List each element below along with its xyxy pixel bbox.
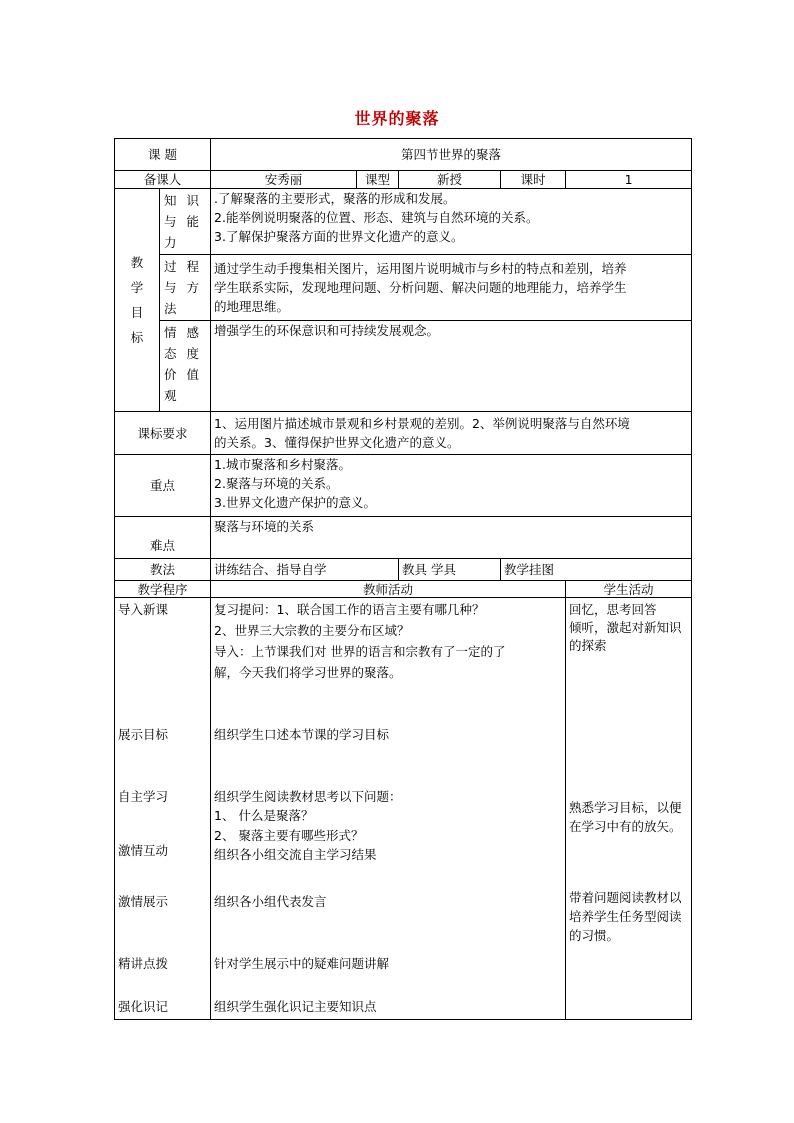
student-line: 带着问题阅读教材以 bbox=[569, 890, 682, 905]
key-point-line: 2.聚落与环境的关系。 bbox=[214, 476, 339, 491]
emotion-line: 增强学生的环保意识和可持续发展观念。 bbox=[214, 323, 440, 338]
process-content bbox=[211, 255, 692, 321]
emotion-label-line: 情 感 bbox=[164, 325, 202, 340]
key-points-content bbox=[211, 455, 692, 517]
emotion-label bbox=[160, 321, 211, 412]
student-line: 在学习中有的放矢。 bbox=[569, 819, 682, 834]
process-label-line: 与 方 bbox=[164, 280, 202, 295]
hours-label: 课时 bbox=[501, 171, 566, 189]
goals-label-char: 标 bbox=[130, 330, 144, 345]
teacher-line: 2、世界三大宗教的主要分布区域？ bbox=[214, 623, 410, 638]
document-title: 世界的聚落 bbox=[354, 109, 440, 128]
method-label: 教法 bbox=[115, 559, 211, 581]
emotion-label-line: 价 值 bbox=[164, 367, 202, 382]
key-point-line: 3.世界文化遗产保护的意义。 bbox=[214, 495, 376, 510]
knowledge-label-line: 力 bbox=[164, 235, 180, 250]
process-line: 通过学生动手搜集相关图片，运用图片说明城市与乡村的特点和差别，培养 bbox=[214, 261, 627, 276]
emotion-label-line: 观 bbox=[164, 388, 180, 403]
teacher-line: 组织学生口述本节课的学习目标 bbox=[214, 727, 390, 742]
step-item: 激情展示 bbox=[118, 894, 169, 909]
procedure-header: 教学程序 bbox=[115, 581, 211, 598]
student-line: 回忆，思考回答 bbox=[569, 602, 657, 617]
teacher-line: 导入：上节课我们对 世界的语言和宗教有了一定的了 bbox=[214, 644, 506, 659]
step-item: 精讲点拨 bbox=[118, 956, 169, 971]
standard-content bbox=[211, 412, 692, 455]
knowledge-label-line: 知 识 bbox=[164, 193, 202, 208]
step-item: 激情互动 bbox=[118, 843, 169, 858]
teacher-activity-header: 教师活动 bbox=[211, 581, 566, 598]
standard-line: 的关系。3、懂得保护世界文化遗产的意义。 bbox=[214, 435, 460, 450]
goals-label-char: 目 bbox=[130, 305, 144, 320]
knowledge-label bbox=[160, 189, 211, 255]
teacher-label: 备课人 bbox=[115, 171, 211, 189]
emotion-content bbox=[211, 321, 692, 412]
topic-label: 课 题 bbox=[115, 139, 211, 171]
student-line: 的习惯。 bbox=[569, 928, 620, 943]
method-value: 讲练结合、指导自学 bbox=[211, 559, 399, 581]
emotion-label-line: 态 度 bbox=[164, 346, 202, 361]
goals-label-char: 学 bbox=[130, 280, 144, 295]
key-points-label: 重点 bbox=[115, 455, 211, 517]
step-item: 导入新课 bbox=[118, 602, 169, 617]
process-label bbox=[160, 255, 211, 321]
student-activity-header: 学生活动 bbox=[566, 581, 692, 598]
hours-value: 1 bbox=[566, 171, 692, 189]
step-item: 强化识记 bbox=[118, 999, 169, 1014]
teacher-line: 组织各小组交流自主学习结果 bbox=[214, 847, 377, 862]
procedure-steps bbox=[115, 598, 211, 1020]
teacher-activities bbox=[211, 598, 566, 1020]
student-line: 倾听，激起对新知识 bbox=[569, 620, 682, 635]
teacher-line: 组织各小组代表发言 bbox=[214, 894, 327, 909]
step-item: 自主学习 bbox=[118, 789, 169, 804]
type-value: 新授 bbox=[399, 171, 501, 189]
student-line: 熟悉学习目标，以便 bbox=[569, 800, 682, 815]
knowledge-line: 2.能举例说明聚落的位置、形态、建筑与自然环境的关系。 bbox=[214, 210, 539, 225]
teacher-line: 组织学生强化识记主要知识点 bbox=[214, 999, 377, 1014]
standard-label: 课标要求 bbox=[115, 412, 211, 455]
teacher-line: 解，今天我们将学习世界的聚落。 bbox=[214, 665, 402, 680]
process-line: 的地理思维。 bbox=[214, 299, 290, 314]
teacher-line: 针对学生展示中的疑难问题讲解 bbox=[214, 956, 390, 971]
step-item: 展示目标 bbox=[118, 727, 169, 742]
teacher-line: 1、 什么是聚落？ bbox=[214, 808, 314, 823]
teacher-line: 复习提问：1、联合国工作的语言主要有哪几种？ bbox=[214, 602, 485, 617]
standard-line: 1、运用图片描述城市景观和乡村景观的差别。2、举例说明聚落与自然环境 bbox=[214, 416, 630, 431]
process-label-line: 过 程 bbox=[164, 259, 202, 274]
tools-value: 教学挂图 bbox=[501, 559, 692, 581]
teacher-line: 组织学生阅读教材思考以下问题： bbox=[214, 789, 402, 804]
lesson-plan-table bbox=[114, 138, 692, 1020]
difficulty-content: 聚落与环境的关系 bbox=[211, 517, 692, 559]
goals-label-char: 教 bbox=[130, 255, 144, 270]
knowledge-content bbox=[211, 189, 692, 255]
tools-label: 教具 学具 bbox=[399, 559, 501, 581]
student-line: 的探索 bbox=[569, 638, 607, 653]
teacher-value: 安秀丽 bbox=[211, 171, 357, 189]
difficulty-label: 难点 bbox=[115, 517, 211, 559]
student-activities bbox=[566, 598, 692, 1020]
teacher-line: 2、 聚落主要有哪些形式？ bbox=[214, 828, 364, 843]
goals-label bbox=[115, 189, 160, 412]
type-label: 课型 bbox=[357, 171, 399, 189]
student-line: 培养学生任务型阅读 bbox=[569, 909, 682, 924]
key-point-line: 1.城市聚落和乡村聚落。 bbox=[214, 457, 351, 472]
knowledge-line: .了解聚落的主要形式，聚落的形成和发展。 bbox=[214, 191, 456, 206]
topic-value: 第四节世界的聚落 bbox=[211, 139, 692, 171]
process-label-line: 法 bbox=[164, 301, 180, 316]
knowledge-label-line: 与 能 bbox=[164, 214, 202, 229]
process-line: 学生联系实际，发现地理问题、分析问题、解决问题的地理能力，培养学生 bbox=[214, 280, 627, 295]
knowledge-line: 3.了解保护聚落方面的世界文化遗产的意义。 bbox=[214, 229, 464, 244]
